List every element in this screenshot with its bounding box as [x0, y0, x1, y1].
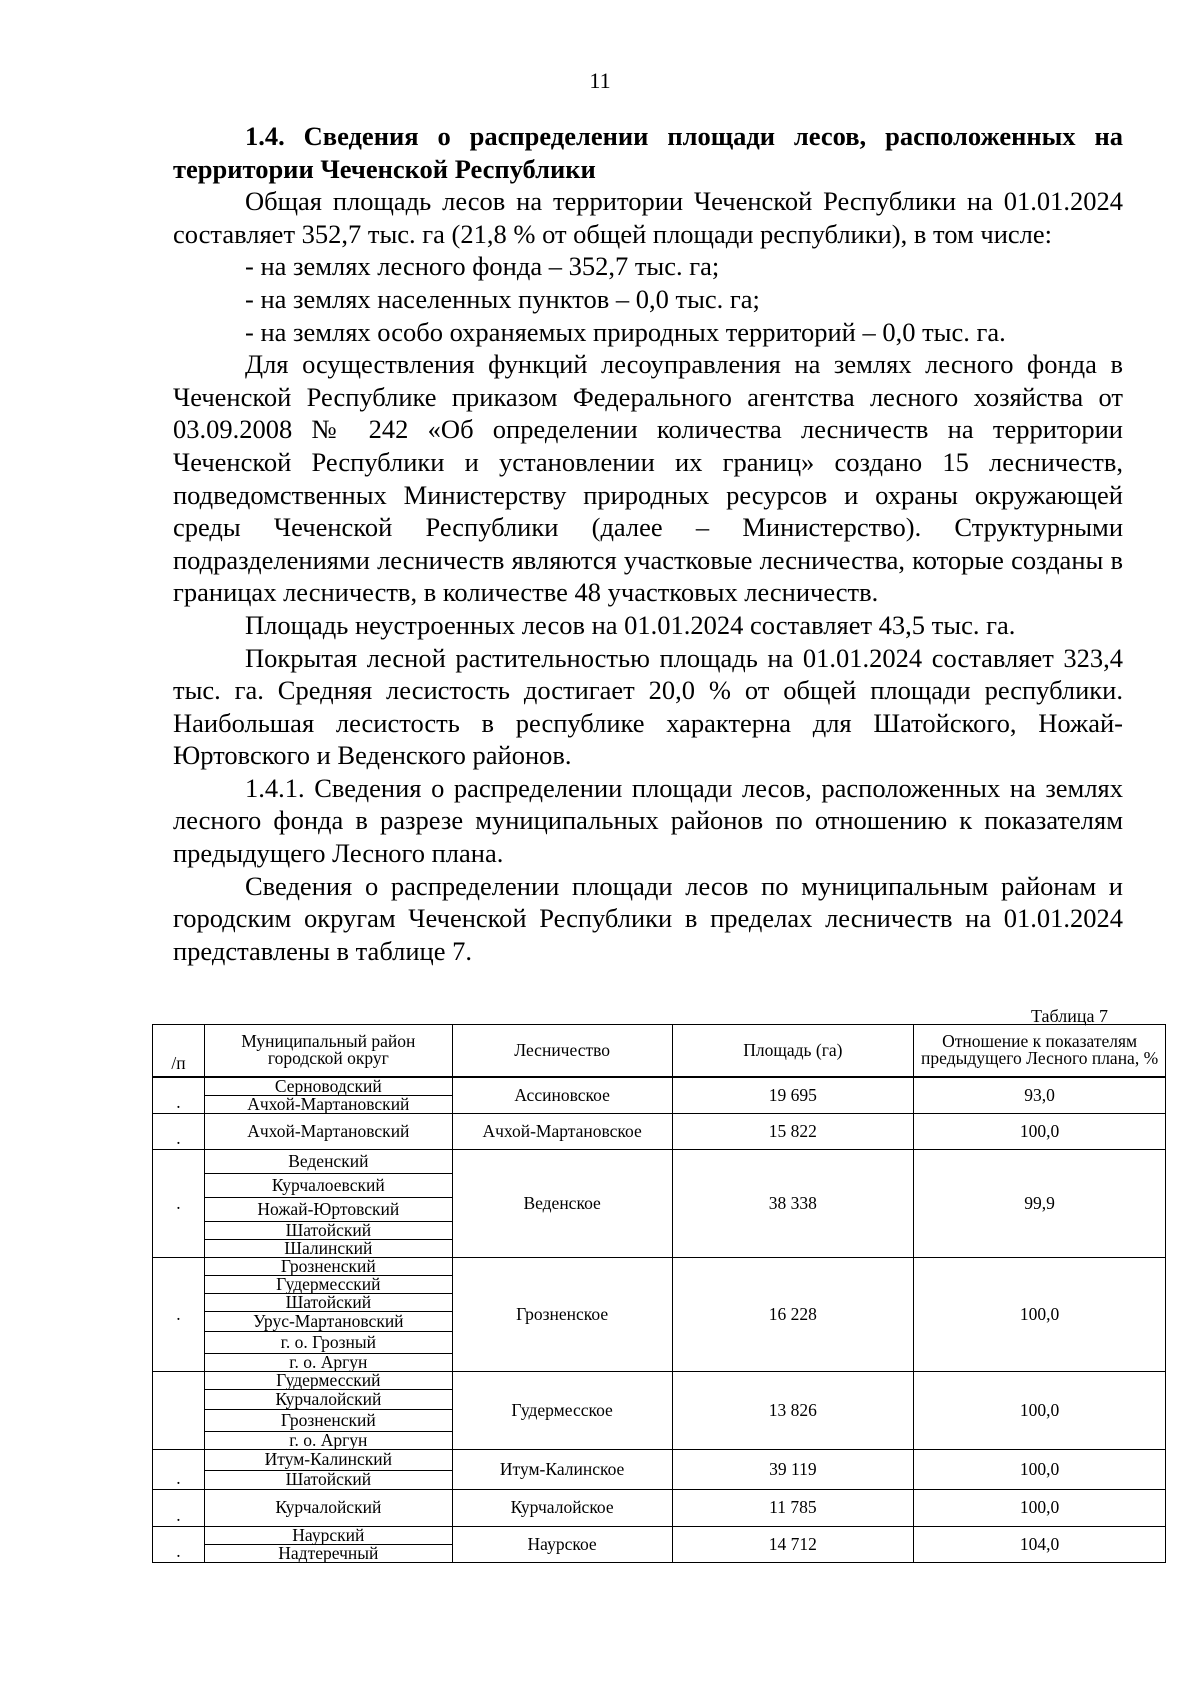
document-body	[173, 120, 1123, 967]
area-cell: 16 228	[672, 1257, 914, 1371]
district-cell: Надтеречный	[204, 1544, 452, 1562]
area-cell: 11 785	[672, 1489, 914, 1526]
table-header-row	[153, 1025, 1166, 1077]
row-num: .	[153, 1257, 205, 1371]
table-row	[153, 1371, 1166, 1389]
ratio-cell: 100,0	[914, 1371, 1166, 1449]
forestry-cell: Грозненское	[452, 1257, 672, 1371]
district-cell: Курчалойский	[204, 1389, 452, 1409]
district-cell: Итум-Калинский	[204, 1449, 452, 1470]
ratio-cell: 100,0	[914, 1113, 1166, 1149]
ratio-cell: 99,9	[914, 1149, 1166, 1257]
district-cell: Гудермесский	[204, 1371, 452, 1389]
table-row	[153, 1489, 1166, 1526]
paragraph-forestries: Для осуществления функций лесоуправления на землях лесного фонда в Чеченской Республике приказом Федерального агентства лесного хозяйства от 03.09.2008 № 242 «Об определении количества лесничеств на территории Чеченской Республики и установлении их границ» создано 15 лесничеств, подведомственных Министерству природных ресурсов и охраны окружающей среды Чеченской Республики (далее – Министерство). Структурными подразделениями лесничеств являются участковые лесничества, которые созданы в границах лесничеств, в количестве 48 участковых лесничеств.	[173, 349, 1123, 608]
district-cell: Курчалойский	[204, 1489, 452, 1526]
ratio-cell: 100,0	[914, 1257, 1166, 1371]
ratio-cell: 100,0	[914, 1449, 1166, 1489]
district-cell: Шатойский	[204, 1293, 452, 1311]
table-row	[153, 1077, 1166, 1096]
header-num: /п	[153, 1025, 205, 1077]
paragraph-forest-cover: Покрытая лесной растительностью площадь на 01.01.2024 составляет 323,4 тыс. га. Средняя лесистость достигает 20,0 % от общей площади республики. Наибольшая лесистость в республике характерна для Шатойского, Ножай-Юртовского и Веденского районов.	[173, 642, 1123, 771]
forestry-cell: Ассиновское	[452, 1077, 672, 1114]
district-cell: Ачхой-Мартановский	[204, 1113, 452, 1149]
header-ratio: Отношение к показателям предыдущего Лесного плана, %	[914, 1025, 1166, 1077]
list-item-forest-fund: - на землях лесного фонда – 352,7 тыс. га;	[245, 251, 720, 282]
table-row	[153, 1449, 1166, 1470]
row-num: .	[153, 1526, 205, 1562]
district-cell: Наурский	[204, 1526, 452, 1544]
district-cell: Ножай-Юртовский	[204, 1197, 452, 1221]
district-cell: Шалинский	[204, 1239, 452, 1257]
forestry-cell: Ачхой-Мартановское	[452, 1113, 672, 1149]
row-num	[153, 1371, 205, 1449]
district-cell: Курчалоевский	[204, 1173, 452, 1197]
list-item-protected-areas: - на землях особо охраняемых природных территорий – 0,0 тыс. га.	[245, 316, 1006, 347]
row-num: .	[153, 1077, 205, 1114]
district-cell: Урус-Мартановский	[204, 1311, 452, 1331]
row-num: .	[153, 1113, 205, 1149]
district-cell: г. о. Аргун	[204, 1431, 452, 1449]
ratio-cell: 93,0	[914, 1077, 1166, 1114]
forestry-cell: Итум-Калинское	[452, 1449, 672, 1489]
ratio-cell: 100,0	[914, 1489, 1166, 1526]
district-cell: Гудермесский	[204, 1275, 452, 1293]
row-num: .	[153, 1489, 205, 1526]
area-cell: 15 822	[672, 1113, 914, 1149]
row-num: .	[153, 1149, 205, 1257]
district-cell: Веденский	[204, 1149, 452, 1173]
row-num: .	[153, 1449, 205, 1489]
area-cell: 13 826	[672, 1371, 914, 1449]
paragraph-total-area: Общая площадь лесов на территории Чеченской Республики на 01.01.2024 составляет 352,7 тыс. га (21,8 % от общей площади республики), в том числе:	[173, 186, 1123, 249]
district-cell: Грозненский	[204, 1257, 452, 1275]
district-cell: Ачхой-Мартановский	[204, 1095, 452, 1113]
header-area: Площадь (га)	[672, 1025, 914, 1077]
district-cell: Грозненский	[204, 1409, 452, 1431]
forest-distribution-table	[152, 1024, 1166, 1563]
forestry-cell: Наурское	[452, 1526, 672, 1562]
district-cell: Серноводский	[204, 1077, 452, 1096]
section-heading: 1.4. Сведения о распределении площади лесов, расположенных на территории Чеченской Республики	[173, 121, 1123, 184]
table-row	[153, 1113, 1166, 1149]
area-cell: 19 695	[672, 1077, 914, 1114]
district-cell: Шатойский	[204, 1470, 452, 1489]
page-number: 11	[589, 68, 611, 93]
district-cell: г. о. Грозный	[204, 1331, 452, 1353]
paragraph-subsection: 1.4.1. Сведения о распределении площади лесов, расположенных на землях лесного фонда в разрезе муниципальных районов по отношению к показателям предыдущего Лесного плана.	[173, 772, 1123, 869]
forestry-cell: Курчалойское	[452, 1489, 672, 1526]
list-item-settlements: - на землях населенных пунктов – 0,0 тыс. га;	[245, 283, 760, 314]
area-cell: 39 119	[672, 1449, 914, 1489]
table-row	[153, 1149, 1166, 1173]
table-row	[153, 1257, 1166, 1275]
forestry-cell: Веденское	[452, 1149, 672, 1257]
area-cell: 14 712	[672, 1526, 914, 1562]
paragraph-table-intro: Сведения о распределении площади лесов по муниципальным районам и городским округам Чеченской Республики в пределах лесничеств на 01.01.2024 представлены в таблице 7.	[173, 870, 1123, 966]
ratio-cell: 104,0	[914, 1526, 1166, 1562]
header-district: Муниципальный район городской округ	[204, 1025, 452, 1077]
area-cell: 38 338	[672, 1149, 914, 1257]
table-row	[153, 1526, 1166, 1544]
header-forestry: Лесничество	[452, 1025, 672, 1077]
district-cell: г. о. Аргун	[204, 1353, 452, 1371]
forestry-cell: Гудермесское	[452, 1371, 672, 1449]
table-caption: Таблица 7	[1031, 1006, 1108, 1026]
paragraph-unmanaged-forests: Площадь неустроенных лесов на 01.01.2024 составляет 43,5 тыс. га.	[245, 609, 1016, 640]
district-cell: Шатойский	[204, 1221, 452, 1239]
